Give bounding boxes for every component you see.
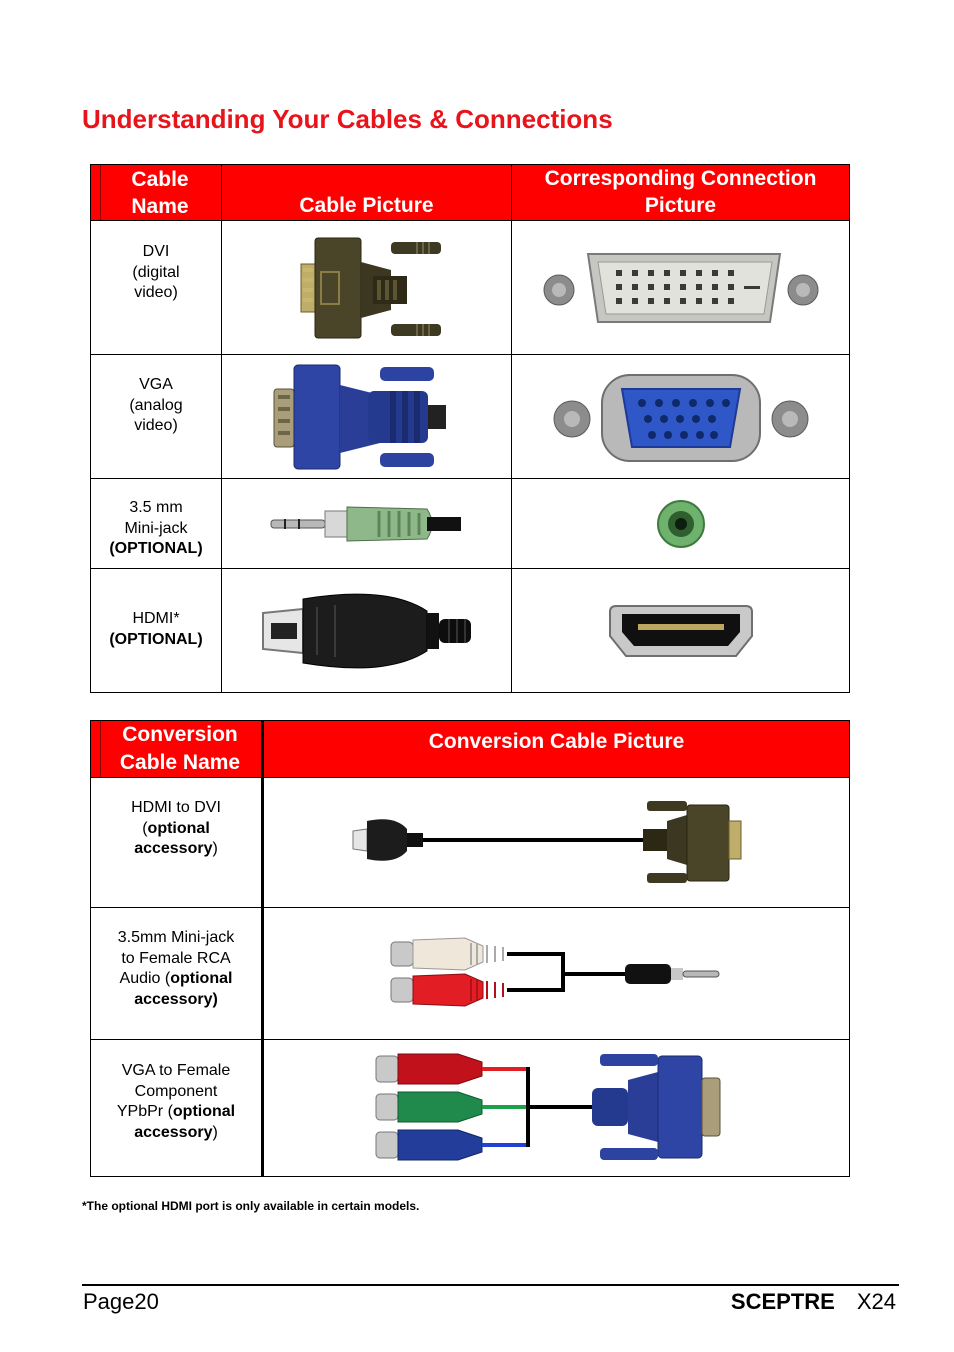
conversion-name-hdmi-dvi: HDMI to DVI (optional accessory) xyxy=(91,778,263,908)
table-row xyxy=(91,355,850,479)
dvi-plug-icon xyxy=(222,221,512,355)
dvi-port-icon xyxy=(512,221,850,355)
footer-brand xyxy=(731,1289,896,1315)
audio-jack-icon xyxy=(222,479,512,569)
cables-table xyxy=(90,164,850,693)
table-row xyxy=(91,1040,850,1177)
hdmi-plug-icon xyxy=(222,569,512,693)
vga-port-icon xyxy=(512,355,850,479)
conversion-table xyxy=(90,720,850,1177)
conversion-name-component: VGA to Female Component YPbPr (optional accessory) xyxy=(91,1040,263,1177)
header-conversion-name: Conversion Cable Name xyxy=(91,721,263,778)
header-connection-picture: Corresponding Connection Picture xyxy=(512,165,850,221)
table-row xyxy=(91,569,850,693)
component-cable-icon xyxy=(263,1040,850,1177)
table-row xyxy=(91,778,850,908)
header-cable-name: Cable Name xyxy=(91,165,222,221)
table-row xyxy=(91,908,850,1040)
audio-port-icon xyxy=(512,479,850,569)
header-cable-picture: Cable Picture xyxy=(222,165,512,221)
brand-name: SCEPTRE xyxy=(730,1289,835,1314)
model-name: X24 xyxy=(856,1289,896,1314)
rca-audio-cable-icon xyxy=(263,908,850,1040)
table-row xyxy=(91,221,850,355)
page-number: Page20 xyxy=(83,1289,159,1314)
footer-divider xyxy=(82,1284,899,1286)
hdmi-port-icon xyxy=(512,569,850,693)
cable-name-dvi: DVI (digital video) xyxy=(91,221,222,355)
page-title: Understanding Your Cables & Connections xyxy=(82,104,613,134)
header-conversion-picture: Conversion Cable Picture xyxy=(263,721,850,778)
conversion-name-rca-audio: 3.5mm Mini-jack to Female RCA Audio (optional accessory) xyxy=(91,908,263,1040)
table-row xyxy=(91,479,850,569)
hdmi-to-dvi-cable-icon xyxy=(263,778,850,908)
cable-name-hdmi: HDMI* (OPTIONAL) xyxy=(91,569,222,693)
footnote: *The optional HDMI port is only available in certain models. xyxy=(82,1199,420,1213)
vga-plug-icon xyxy=(222,355,512,479)
cable-name-vga: VGA (analog video) xyxy=(91,355,222,479)
cable-name-audio: 3.5 mm Mini-jack (OPTIONAL) xyxy=(91,479,222,569)
